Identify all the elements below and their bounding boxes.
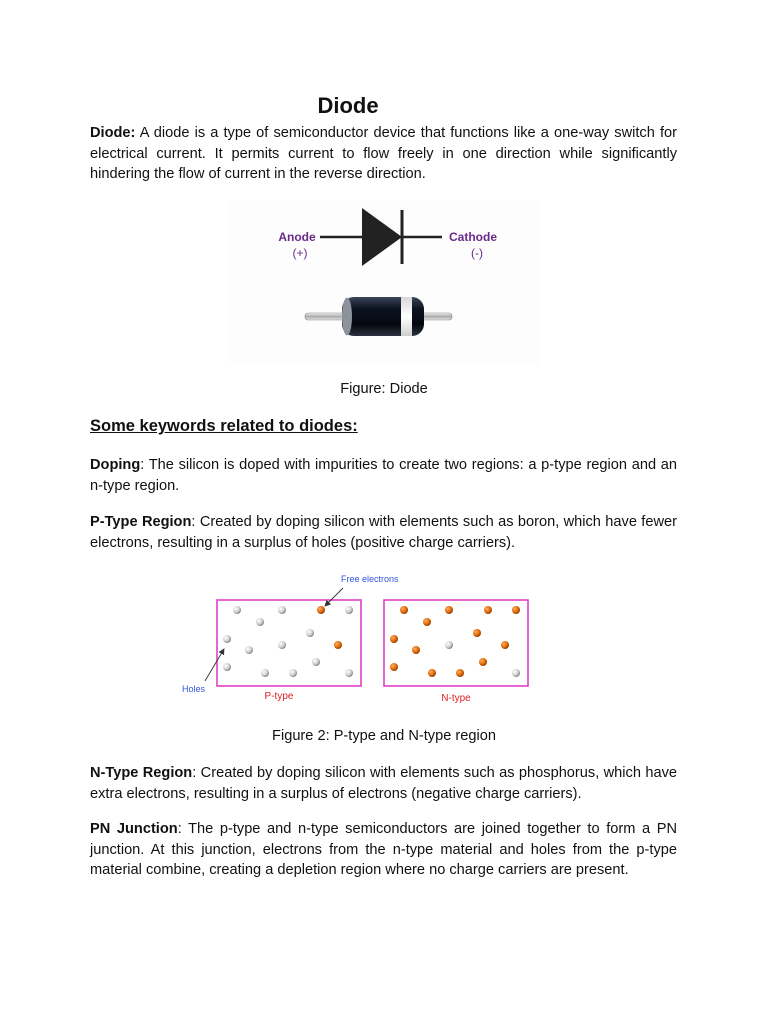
hole — [312, 658, 320, 666]
free-electron — [456, 669, 464, 677]
free-electron — [390, 663, 398, 671]
cathode-sign: (-) — [471, 246, 483, 260]
keywords-heading: Some keywords related to diodes: — [90, 417, 358, 435]
hole — [345, 606, 353, 614]
diode-figure — [230, 200, 540, 365]
hole — [512, 669, 520, 677]
hole — [223, 635, 231, 643]
ptype-carriers — [223, 606, 353, 677]
pn-junction-term: PN Junction — [90, 821, 178, 837]
ptype-term: P-Type Region — [90, 514, 192, 530]
free-electron — [412, 646, 420, 654]
page-title: Diode — [317, 93, 379, 118]
free-electron — [473, 629, 481, 637]
ntype-label: N-type — [441, 693, 471, 704]
hole — [278, 641, 286, 649]
holes-arrow — [205, 649, 224, 681]
hole — [223, 663, 231, 671]
free-electron — [428, 669, 436, 677]
anode-sign: (+) — [292, 246, 308, 260]
hole — [256, 618, 264, 626]
pn-junction-text: : The p-type and n-type semiconductors are joined together to form a PN junction. At this junction, electrons from the n-type material and holes from the p-type material combine, creating a depletion region where no charge carriers are present. — [90, 821, 677, 878]
intro-paragraph — [90, 123, 677, 185]
ptype-paragraph — [90, 512, 677, 553]
free-electrons-arrow — [325, 588, 343, 606]
free-electron — [501, 641, 509, 649]
free-electron — [390, 635, 398, 643]
hole — [345, 669, 353, 677]
ptype-text: : Created by doping silicon with elements such as boron, which have fewer electrons, resulting in a surplus of holes (positive charge carriers). — [90, 514, 677, 551]
free-electron — [445, 606, 453, 614]
free-electrons-label: Free electrons — [341, 574, 399, 584]
figure1-caption: Figure: Diode — [340, 381, 428, 397]
free-electron — [479, 658, 487, 666]
intro-term: Diode: — [90, 125, 136, 141]
free-electron — [400, 606, 408, 614]
diode-body-end — [342, 298, 352, 336]
ntype-term: N-Type Region — [90, 765, 193, 781]
intro-text: A diode is a type of semiconductor device that functions like a one-way switch for electrical current. It permits current to flow freely in one direction while significantly hindering the flow of current in the reverse direction. — [90, 125, 677, 182]
hole — [289, 669, 297, 677]
free-electron — [317, 606, 325, 614]
hole — [233, 606, 241, 614]
hole — [261, 669, 269, 677]
hole — [245, 646, 253, 654]
pn-junction-paragraph — [90, 819, 677, 881]
doping-text: : The silicon is doped with impurities to create two regions: a p-type region and an n-type region. — [90, 457, 677, 494]
ntype-paragraph — [90, 763, 677, 804]
figure2-caption: Figure 2: P-type and N-type region — [272, 728, 496, 744]
holes-label: Holes — [182, 684, 206, 694]
anode-label: Anode — [278, 230, 316, 244]
hole — [278, 606, 286, 614]
doping-term: Doping — [90, 457, 141, 473]
cathode-band — [401, 297, 412, 336]
ntype-text: : Created by doping silicon with elements such as phosphorus, which have extra electrons, resulting in a surplus of electrons (negative charge carriers). — [90, 765, 677, 802]
free-electron — [512, 606, 520, 614]
ptype-label: P-type — [264, 691, 294, 702]
free-electron — [334, 641, 342, 649]
free-electron — [423, 618, 431, 626]
free-electron — [484, 606, 492, 614]
hole — [445, 641, 453, 649]
diode-lead-right — [420, 313, 452, 320]
cathode-label: Cathode — [449, 230, 497, 244]
ntype-carriers — [390, 606, 520, 677]
hole — [306, 629, 314, 637]
pn-region-figure — [175, 570, 540, 710]
doping-paragraph — [90, 455, 677, 496]
